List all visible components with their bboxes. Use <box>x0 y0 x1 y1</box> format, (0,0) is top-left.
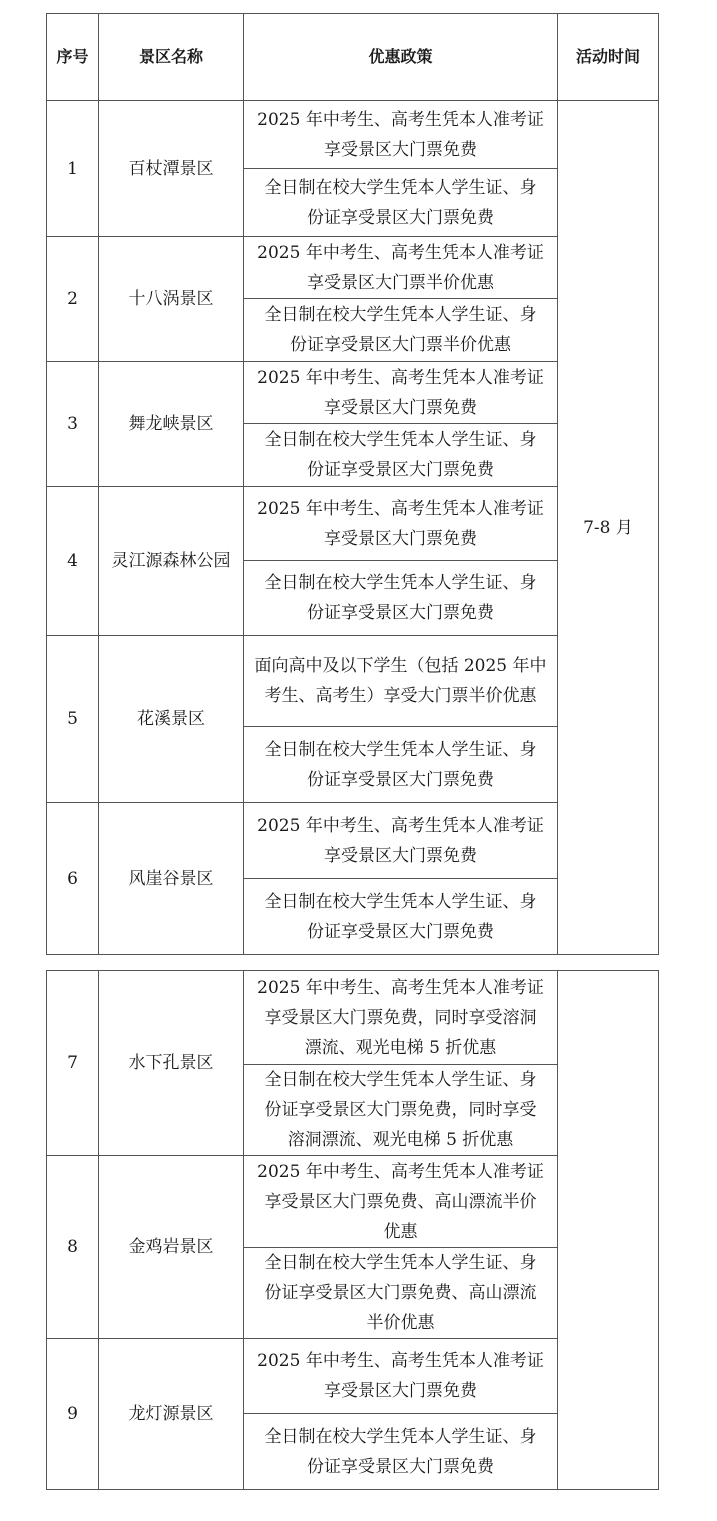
policy-line: 全日制在校大学生凭本人学生证、身 <box>264 305 537 325</box>
policy-university-students <box>244 879 558 955</box>
policy-line: 2025 年中考生、高考生凭本人准考证 <box>257 1161 544 1182</box>
policy-line: 2025 年中考生、高考生凭本人准考证 <box>257 1351 544 1371</box>
policy-line: 2025 年中考生、高考生凭本人准考证 <box>257 367 544 388</box>
table-row <box>47 101 659 169</box>
row-number: 6 <box>47 803 99 955</box>
row-number: 4 <box>47 487 99 636</box>
policy-line: 考生、高考生）享受大门票半价优惠 <box>264 686 537 706</box>
policy-line: 享受景区大门票免费 <box>324 1381 477 1401</box>
policy-exam-students <box>244 362 558 424</box>
policy-university-students <box>244 1065 558 1156</box>
header-time: 活动时间 <box>558 14 659 101</box>
policy-exam-students <box>244 803 558 879</box>
row-number: 9 <box>47 1339 99 1490</box>
scenic-name: 舞龙峡景区 <box>99 362 244 487</box>
policy-line: 享受景区大门票免费 <box>324 528 477 549</box>
policy-line: 享受景区大门票免费 <box>324 139 477 160</box>
row-number: 1 <box>47 101 99 237</box>
policy-line: 份证享受景区大门票免费、高山漂流 <box>264 1283 537 1303</box>
row-number: 5 <box>47 636 99 803</box>
policy-line: 份证享受景区大门票半价优惠 <box>290 335 511 355</box>
policy-university-students <box>244 169 558 237</box>
policy-line: 全日制在校大学生凭本人学生证、身 <box>264 1253 537 1273</box>
discount-table-part-1 <box>46 13 659 955</box>
header-row <box>47 14 659 101</box>
policy-line: 份证享受景区大门票免费 <box>307 603 494 623</box>
policy-line: 份证享受景区大门票免费 <box>307 769 494 790</box>
policy-line: 份证享受景区大门票免费，同时享受 <box>264 1100 537 1120</box>
policy-line: 面向高中及以下学生（包括 2025 年中 <box>254 656 547 676</box>
activity-time: 7-8 月 <box>558 101 659 955</box>
scenic-name: 水下孔景区 <box>99 971 244 1156</box>
policy-line: 份证享受景区大门票免费 <box>307 921 494 942</box>
policy-exam-students <box>244 1339 558 1414</box>
policy-line: 享受景区大门票免费 <box>324 397 477 418</box>
policy-line: 份证享受景区大门票免费 <box>307 207 494 228</box>
policy-exam-students <box>244 636 558 727</box>
policy-line: 享受景区大门票免费、高山漂流半价 <box>264 1191 537 1212</box>
policy-university-students <box>244 299 558 362</box>
policy-line: 优惠 <box>383 1221 418 1242</box>
row-number: 2 <box>47 237 99 362</box>
policy-line: 全日制在校大学生凭本人学生证、身 <box>264 1426 537 1447</box>
policy-exam-students <box>244 1156 558 1248</box>
scenic-name: 十八涡景区 <box>99 237 244 362</box>
policy-line: 享受景区大门票半价优惠 <box>307 272 494 293</box>
policy-university-students <box>244 424 558 487</box>
policy-line: 2025 年中考生、高考生凭本人准考证 <box>257 242 544 263</box>
policy-exam-students <box>244 237 558 299</box>
policy-line: 全日制在校大学生凭本人学生证、身 <box>264 1070 537 1090</box>
policy-line: 半价优惠 <box>366 1313 435 1333</box>
scenic-name: 百杖潭景区 <box>99 101 244 237</box>
policy-university-students <box>244 561 558 636</box>
row-number: 3 <box>47 362 99 487</box>
scenic-name: 风崖谷景区 <box>99 803 244 955</box>
policy-line: 2025 年中考生、高考生凭本人准考证 <box>257 498 544 519</box>
policy-exam-students <box>244 101 558 169</box>
policy-exam-students <box>244 487 558 561</box>
row-number: 7 <box>47 971 99 1156</box>
policy-line: 溶洞漂流、观光电梯 5 折优惠 <box>287 1130 514 1150</box>
header-name: 景区名称 <box>99 14 244 101</box>
policy-line: 份证享受景区大门票免费 <box>307 460 494 480</box>
scenic-name: 花溪景区 <box>99 636 244 803</box>
policy-line: 全日制在校大学生凭本人学生证、身 <box>264 177 537 198</box>
policy-exam-students <box>244 971 558 1065</box>
policy-line: 全日制在校大学生凭本人学生证、身 <box>264 573 537 593</box>
policy-line: 2025 年中考生、高考生凭本人准考证 <box>257 815 544 836</box>
header-seq: 序号 <box>47 14 99 101</box>
table-row <box>47 971 659 1065</box>
policy-line: 全日制在校大学生凭本人学生证、身 <box>264 430 537 450</box>
header-policy: 优惠政策 <box>244 14 558 101</box>
policy-line: 享受景区大门票免费 <box>324 845 477 866</box>
policy-line: 漂流、观光电梯 5 折优惠 <box>304 1037 497 1058</box>
scenic-name: 龙灯源景区 <box>99 1339 244 1490</box>
discount-table-part-2 <box>46 970 659 1490</box>
scenic-name: 灵江源森林公园 <box>99 487 244 636</box>
row-number: 8 <box>47 1156 99 1339</box>
policy-line: 享受景区大门票免费，同时享受溶洞 <box>264 1007 537 1028</box>
scenic-name: 金鸡岩景区 <box>99 1156 244 1339</box>
policy-line: 2025 年中考生、高考生凭本人准考证 <box>257 977 544 998</box>
policy-university-students <box>244 1414 558 1490</box>
policy-line: 份证享受景区大门票免费 <box>307 1456 494 1477</box>
activity-time-empty <box>558 971 659 1490</box>
policy-line: 全日制在校大学生凭本人学生证、身 <box>264 739 537 760</box>
policy-university-students <box>244 727 558 803</box>
policy-university-students <box>244 1248 558 1339</box>
policy-line: 全日制在校大学生凭本人学生证、身 <box>264 891 537 912</box>
policy-line: 2025 年中考生、高考生凭本人准考证 <box>257 109 544 130</box>
